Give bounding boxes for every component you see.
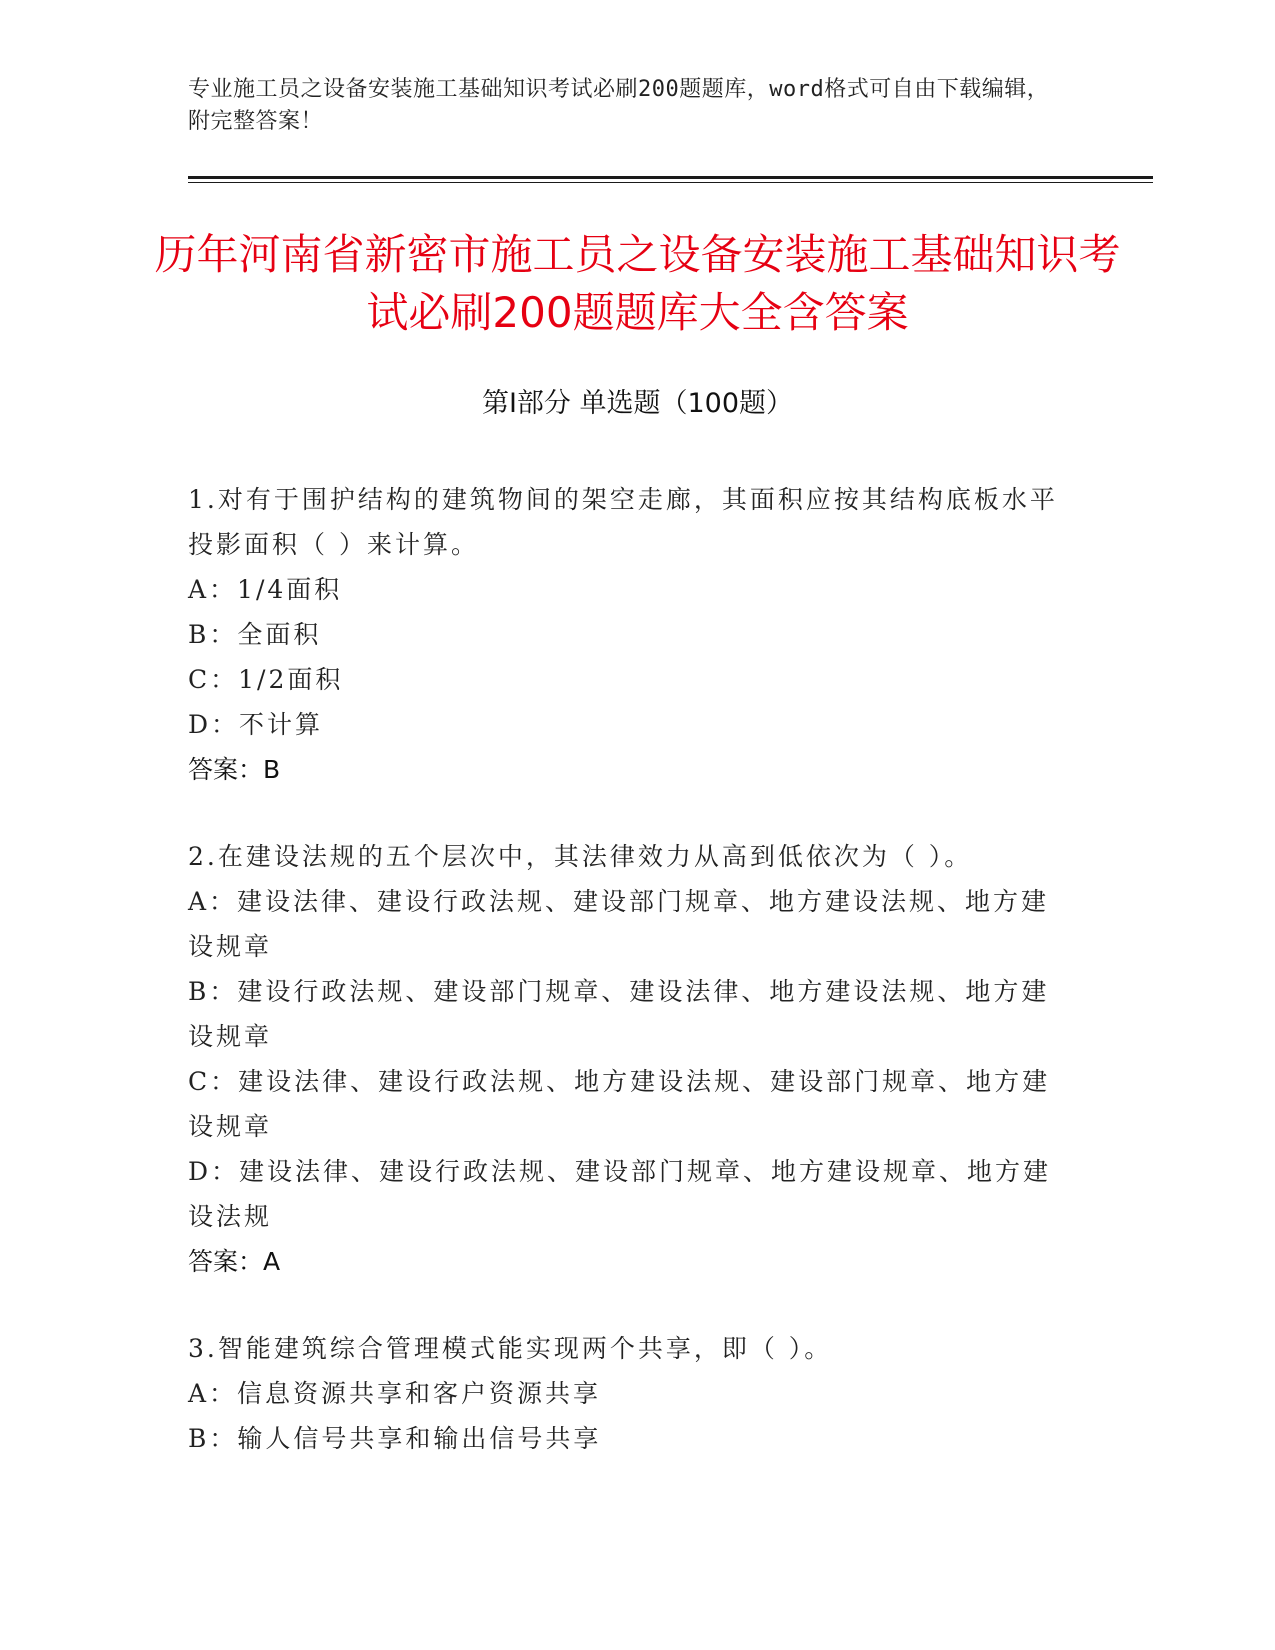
question-stem: 1.对有于围护结构的建筑物间的架空走廊，其面积应按其结构底板水平投影面积（ ）来计算。 [188,485,1058,559]
option-b: B：建设行政法规、建设部门规章、建设法律、地方建设法规、地方建设规章 [188,977,1050,1051]
document-title: 历年河南省新密市施工员之设备安装施工基础知识考试必刷200题题库大全含答案 [154,230,1121,337]
option-b: B：输人信号共享和输出信号共享 [188,1424,602,1453]
option-b: B：全面积 [188,620,322,649]
option-a: A：信息资源共享和客户资源共享 [188,1379,602,1408]
question-list [188,477,1068,1503]
header-rule-thick [188,176,1153,179]
option-a: A：1/4面积 [188,575,343,604]
section-heading: 第Ⅰ部分 单选题（100题） [481,388,794,419]
option-d: D：不计算 [188,710,324,739]
question-stem: 3.智能建筑综合管理模式能实现两个共享，即（ ）。 [188,1334,833,1363]
question-stem: 2.在建设法规的五个层次中，其法律效力从高到低依次为（ ）。 [188,842,973,871]
option-c: C：1/2面积 [188,665,344,694]
answer-line: 答案：A [188,1247,281,1276]
answer-line: 答案：B [188,755,281,784]
option-c: C：建设法律、建设行政法规、地方建设法规、建设部门规章、地方建设规章 [188,1067,1051,1141]
header-note: 专业施工员之设备安装施工基础知识考试必刷200题题库，word格式可自由下载编辑，附完整答案！ [188,77,1050,134]
option-d: D：建设法律、建设行政法规、建设部门规章、地方建设规章、地方建设法规 [188,1157,1052,1231]
header-rule-thin [188,182,1153,183]
question-2 [188,834,1068,1284]
question-3 [188,1326,1068,1461]
option-a: A：建设法律、建设行政法规、建设部门规章、地方建设法规、地方建设规章 [188,887,1050,961]
question-1 [188,477,1068,792]
